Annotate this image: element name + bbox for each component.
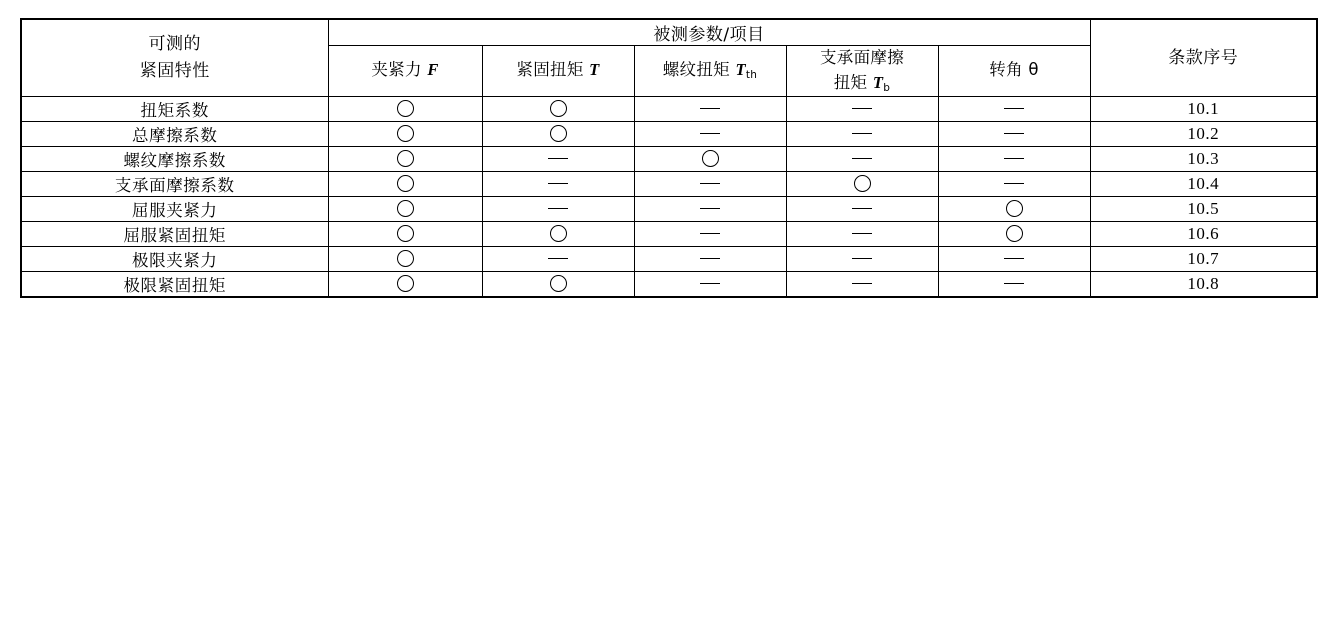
circle-icon	[397, 100, 414, 117]
table-row	[21, 196, 1317, 221]
header-param-clamp-force	[328, 46, 482, 97]
circle-icon	[397, 275, 414, 292]
cell-mark-circle	[328, 96, 482, 121]
dash-icon	[1004, 183, 1024, 185]
dash-icon	[548, 258, 568, 260]
cell-mark-dash	[634, 96, 786, 121]
cell-mark-circle	[634, 146, 786, 171]
cell-mark-dash	[634, 246, 786, 271]
row-label: 总摩擦系数	[21, 121, 328, 146]
dash-icon	[700, 208, 720, 210]
header-param-tightening-torque	[482, 46, 634, 97]
cell-mark-circle	[938, 221, 1090, 246]
cell-mark-dash	[482, 171, 634, 196]
header-param-rotation-angle-symbol: θ	[1028, 60, 1039, 80]
circle-icon	[397, 250, 414, 267]
cell-mark-dash	[786, 146, 938, 171]
cell-mark-circle	[328, 221, 482, 246]
circle-icon	[550, 275, 567, 292]
table-row	[21, 146, 1317, 171]
dash-icon	[852, 108, 872, 110]
circle-icon	[702, 150, 719, 167]
table-header-row-1	[21, 19, 1317, 46]
cell-mark-dash	[482, 246, 634, 271]
circle-icon	[1006, 200, 1023, 217]
measurable-fastening-characteristics-table	[20, 18, 1318, 298]
table-row	[21, 246, 1317, 271]
header-param-bearing-friction-torque	[786, 46, 938, 97]
cell-mark-circle	[328, 271, 482, 297]
header-param-clamp-force-text: 夹紧力	[371, 60, 428, 80]
dash-icon	[852, 158, 872, 160]
cell-mark-dash	[938, 171, 1090, 196]
cell-mark-dash	[938, 146, 1090, 171]
dash-icon	[700, 283, 720, 285]
cell-mark-dash	[786, 96, 938, 121]
row-label: 极限夹紧力	[21, 246, 328, 271]
cell-mark-dash	[786, 221, 938, 246]
cell-mark-dash	[634, 121, 786, 146]
header-param-bearing-friction-torque-line1: 支承面摩擦	[820, 48, 904, 67]
circle-icon	[397, 125, 414, 142]
header-param-tightening-torque-text: 紧固扭矩	[516, 60, 590, 80]
cell-mark-circle	[938, 196, 1090, 221]
cell-mark-dash	[938, 96, 1090, 121]
header-param-rotation-angle	[938, 46, 1090, 97]
dash-icon	[852, 283, 872, 285]
circle-icon	[1006, 225, 1023, 242]
cell-mark-dash	[482, 146, 634, 171]
row-label: 屈服夹紧力	[21, 196, 328, 221]
cell-mark-circle	[328, 146, 482, 171]
cell-mark-dash	[634, 171, 786, 196]
dash-icon	[852, 233, 872, 235]
dash-icon	[1004, 108, 1024, 110]
header-group-title: 被测参数/项目	[328, 19, 1090, 46]
dash-icon	[852, 258, 872, 260]
header-row-label-line1: 可测的	[148, 34, 201, 55]
cell-mark-circle	[786, 171, 938, 196]
spec-table-container	[20, 18, 1316, 298]
header-param-thread-torque-sub: th	[745, 69, 758, 82]
cell-mark-dash	[938, 271, 1090, 297]
header-param-thread-torque	[634, 46, 786, 97]
cell-mark-dash	[634, 271, 786, 297]
table-row	[21, 171, 1317, 196]
cell-mark-dash	[786, 246, 938, 271]
dash-icon	[852, 208, 872, 210]
header-param-clamp-force-symbol: F	[427, 60, 439, 80]
circle-icon	[854, 175, 871, 192]
clause-number: 10.1	[1090, 96, 1317, 121]
dash-icon	[700, 258, 720, 260]
circle-icon	[397, 225, 414, 242]
cell-mark-dash	[938, 246, 1090, 271]
cell-mark-circle	[482, 271, 634, 297]
dash-icon	[1004, 133, 1024, 135]
cell-mark-dash	[786, 196, 938, 221]
dash-icon	[700, 108, 720, 110]
circle-icon	[397, 200, 414, 217]
dash-icon	[700, 233, 720, 235]
cell-mark-circle	[328, 171, 482, 196]
cell-mark-dash	[938, 121, 1090, 146]
clause-number: 10.2	[1090, 121, 1317, 146]
row-label: 屈服紧固扭矩	[21, 221, 328, 246]
page-top-artifact	[640, 0, 700, 14]
table-row	[21, 121, 1317, 146]
cell-mark-circle	[328, 121, 482, 146]
clause-number: 10.4	[1090, 171, 1317, 196]
header-param-bearing-friction-torque-text: 扭矩	[833, 72, 873, 92]
cell-mark-dash	[634, 196, 786, 221]
dash-icon	[1004, 283, 1024, 285]
header-param-tightening-torque-symbol: T	[589, 60, 600, 80]
table-row	[21, 271, 1317, 297]
dash-icon	[548, 208, 568, 210]
header-param-bearing-friction-torque-line2	[787, 71, 938, 96]
clause-number: 10.3	[1090, 146, 1317, 171]
clause-number: 10.8	[1090, 271, 1317, 297]
header-param-thread-torque-text: 螺纹扭矩	[662, 60, 736, 80]
circle-icon	[397, 150, 414, 167]
row-label: 扭矩系数	[21, 96, 328, 121]
cell-mark-circle	[482, 96, 634, 121]
cell-mark-dash	[786, 271, 938, 297]
header-row-label-line2: 紧固特性	[139, 60, 210, 81]
header-param-rotation-angle-text: 转角	[989, 60, 1029, 80]
clause-number: 10.7	[1090, 246, 1317, 271]
table-body	[21, 96, 1317, 297]
table-row	[21, 96, 1317, 121]
row-label: 极限紧固扭矩	[21, 271, 328, 297]
circle-icon	[550, 225, 567, 242]
dash-icon	[700, 183, 720, 185]
clause-number: 10.6	[1090, 221, 1317, 246]
cell-mark-dash	[786, 121, 938, 146]
dash-icon	[700, 133, 720, 135]
row-label: 螺纹摩擦系数	[21, 146, 328, 171]
cell-mark-dash	[482, 196, 634, 221]
cell-mark-circle	[482, 221, 634, 246]
circle-icon	[397, 175, 414, 192]
row-label: 支承面摩擦系数	[21, 171, 328, 196]
header-param-thread-torque-symbol: T	[735, 60, 746, 80]
clause-number: 10.5	[1090, 196, 1317, 221]
cell-mark-circle	[328, 246, 482, 271]
cell-mark-dash	[634, 221, 786, 246]
dash-icon	[1004, 158, 1024, 160]
cell-mark-circle	[328, 196, 482, 221]
dash-icon	[548, 183, 568, 185]
header-row-label-col	[21, 19, 328, 96]
circle-icon	[550, 100, 567, 117]
cell-mark-circle	[482, 121, 634, 146]
table-row	[21, 221, 1317, 246]
circle-icon	[550, 125, 567, 142]
dash-icon	[852, 133, 872, 135]
header-param-bearing-friction-torque-sub: b	[883, 81, 891, 94]
header-clause-col: 条款序号	[1090, 19, 1317, 96]
dash-icon	[548, 158, 568, 160]
dash-icon	[1004, 258, 1024, 260]
header-param-bearing-friction-torque-symbol: T	[872, 72, 884, 92]
